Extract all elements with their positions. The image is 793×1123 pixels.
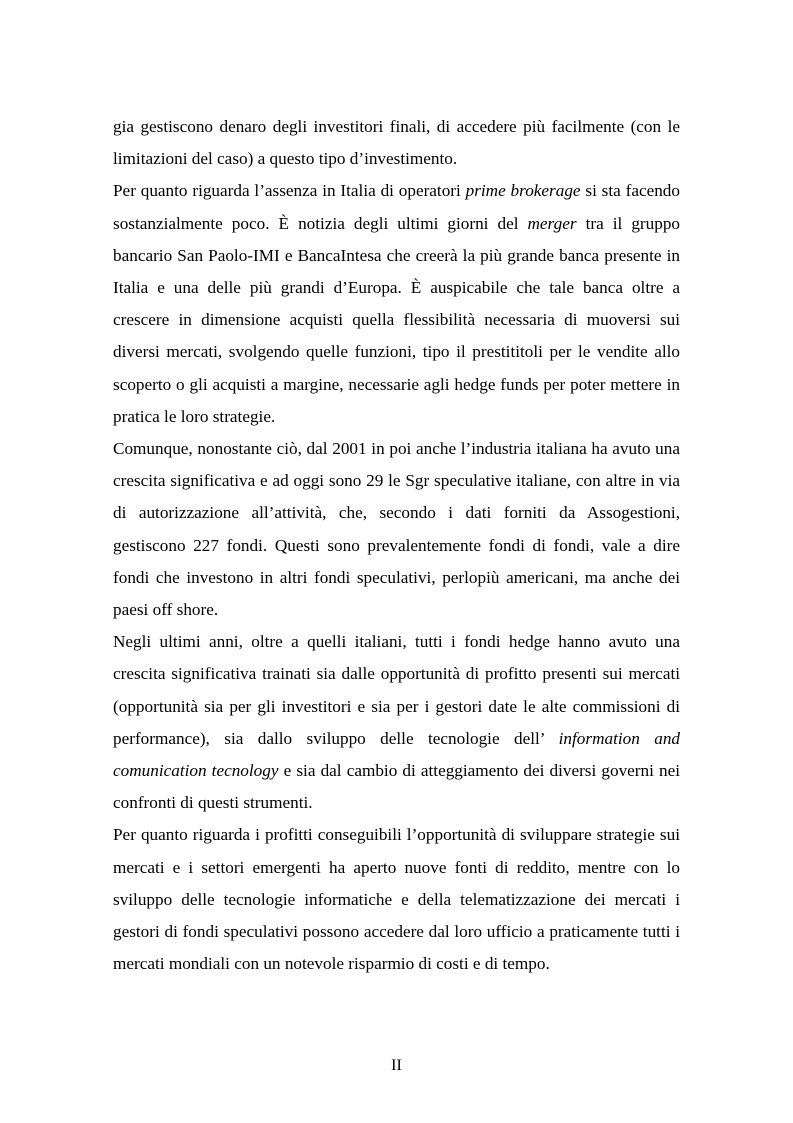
body-text — [113, 111, 680, 980]
term-merger: merger — [527, 213, 577, 233]
text-run: Per quanto riguarda i profitti conseguibili l’opportunità di sviluppare strategie sui mercati e i settori emergenti ha aperto nuove fonti di reddito, mentre con lo sviluppo delle tecnologie informatiche e della telematizzazione dei mercati i gestori di fondi speculativi possono accedere dal loro ufficio a praticamente tutti i mercati mondiali con un notevole risparmio di costi e di tempo. — [113, 825, 680, 974]
text-run: tra il gruppo bancario San Paolo-IMI e BancaIntesa che creerà la più grande banca presente in Italia e una delle più grandi d’Europa. È auspicabile che tale banca oltre a crescere in dimensione acquisti quella flessibilità necessaria di muoversi sui diversi mercati, svolgendo quelle funzioni, tipo il prestititoli per le vendite allo scoperto o gli acquisti a margine, necessarie agli hedge funds per poter mettere in pratica le loro strategie. — [113, 213, 681, 426]
text-run: Comunque, nonostante ciò, dal 2001 in poi anche l’industria italiana ha avuto una crescita significativa e ad oggi sono 29 le Sgr speculative italiane, con altre in via di autorizzazione all’attività, che, secondo i dati forniti da Assogestioni, gestiscono 227 fondi. Questi sono prevalentemente fondi di fondi, vale a dire fondi che investono in altri fondi speculativi, perlopiù americani, ma anche dei paesi off shore. — [113, 439, 680, 620]
term-ict: information and comunication tecnology — [113, 728, 681, 781]
text-run: Per quanto riguarda l’assenza in Italia di operatori — [113, 181, 466, 201]
text-run: e sia dal cambio di atteggiamento dei diversi governi nei confronti di questi strumenti. — [113, 761, 680, 813]
paragraph-5 — [113, 819, 680, 980]
term-prime-brokerage: prime brokerage — [465, 181, 581, 201]
paragraph-3 — [113, 433, 680, 626]
page-number: II — [391, 1057, 402, 1074]
paragraph-1 — [113, 111, 680, 175]
text-run: Negli ultimi anni, oltre a quelli italiani, tutti i fondi hedge hanno avuto una crescita significativa trainati sia dalle opportunità di profitto presenti sui mercati (opportunità sia per gli investitori e sia per i gestori date le alte commissioni di performance), sia dallo sviluppo delle tecnologie dell’ — [113, 632, 680, 748]
paragraph-2 — [113, 175, 680, 433]
paragraph-4 — [113, 626, 680, 819]
text-run: gia gestiscono denaro degli investitori finali, di accedere più facilmente (con le limitazioni del caso) a questo tipo d’investimento. — [113, 117, 680, 169]
text-run: si sta facendo sostanzialmente poco. È notizia degli ultimi giorni del — [113, 181, 680, 233]
